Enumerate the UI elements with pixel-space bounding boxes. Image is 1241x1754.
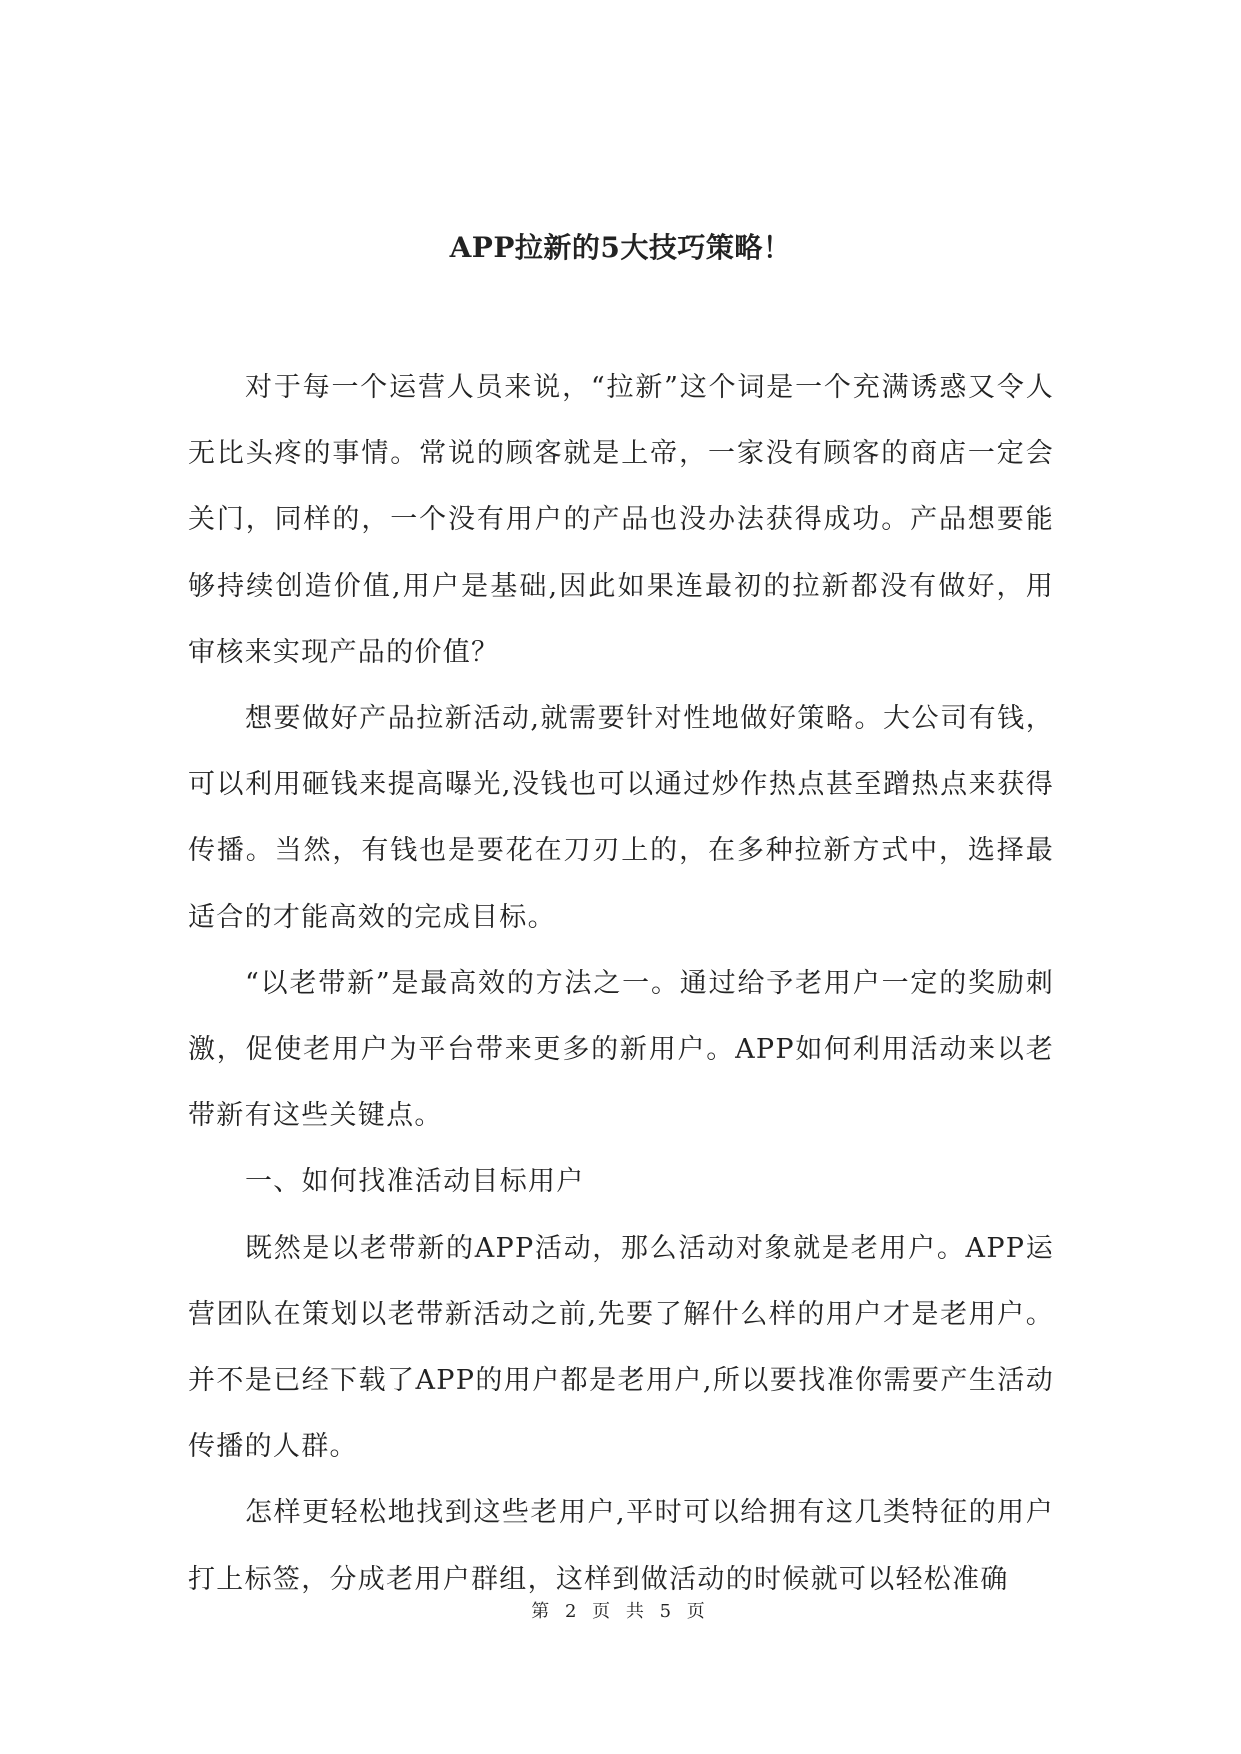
document-body	[188, 355, 1054, 1613]
footer-suffix: 页	[686, 1601, 710, 1622]
paragraph-old-bring-new: “以老带新”是最高效的方法之一。通过给予老用户一定的奖励刺激，促使老用户为平台带来更多的新用户。APP如何利用活动来以老带新有这些关键点。	[188, 967, 1054, 1132]
footer-total-pages: 5	[659, 1601, 677, 1622]
paragraph-intro: 对于每一个运营人员来说，“拉新”这个词是一个充满诱惑又令人无比头疼的事情。常说的顾客就是上帝，一家没有顾客的商店一定会关门，同样的，一个没有用户的产品也没办法获得成功。产品想要能够持续创造价值,用户是基础,因此如果连最初的拉新都没有做好，用审核来实现产品的价值？	[188, 372, 1054, 668]
paragraph-old-users: 既然是以老带新的APP活动，那么活动对象就是老用户。APP运营团队在策划以老带新活动之前,先要了解什么样的用户才是老用户。并不是已经下载了APP的用户都是老用户,所以要找准你需要产生活动传播的人群。	[188, 1232, 1054, 1463]
page-footer	[0, 1600, 1241, 1624]
footer-current-page: 2	[564, 1601, 582, 1622]
section-heading-target-users: 一、如何找准活动目标用户	[245, 1166, 585, 1198]
document-title: APP拉新的5大技巧策略！	[449, 231, 792, 264]
paragraph-user-tags: 怎样更轻松地找到这些老用户,平时可以给拥有这几类特征的用户打上标签，分成老用户群组，这样到做活动的时候就可以轻松准确	[188, 1497, 1054, 1595]
footer-prefix: 第	[531, 1601, 555, 1622]
footer-middle: 页 共	[592, 1601, 649, 1622]
paragraph-strategy: 想要做好产品拉新活动,就需要针对性地做好策略。大公司有钱，可以利用砸钱来提高曝光,没钱也可以通过炒作热点甚至蹭热点来获得传播。当然，有钱也是要花在刀刃上的，在多种拉新方式中，选择最适合的才能高效的完成目标。	[188, 703, 1054, 933]
